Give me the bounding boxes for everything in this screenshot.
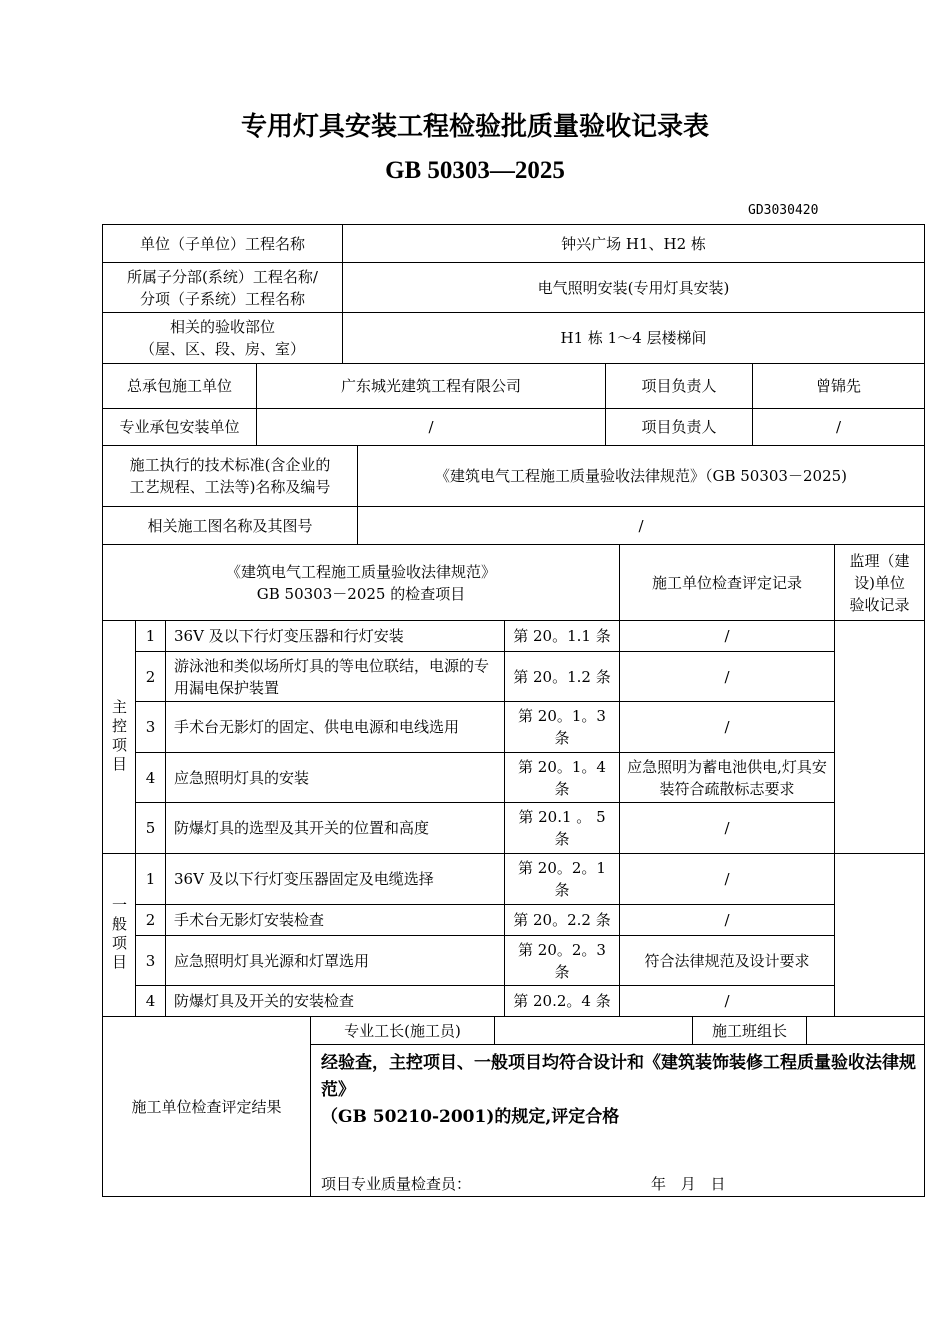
form-code: GD3030420 [748, 203, 819, 218]
supervisor-header-line1: 监理（建 [849, 551, 910, 570]
subcontractor-value: / [256, 408, 606, 446]
subdivision-label-line1: 所属子分部(系统）工程名称/ [127, 267, 318, 286]
sub-project-manager-label: 项目负责人 [605, 408, 753, 446]
contractor-record-header: 施工单位检查评定记录 [619, 544, 835, 621]
gc-project-manager-label: 项目负责人 [605, 363, 753, 409]
main-item-record: / [619, 651, 835, 702]
general-item-no: 4 [135, 985, 166, 1017]
conclusion-line1: 经验查，主控项目、一般项目均符合设计和《建筑装饰装修工程质量验收法律规范》 [321, 1053, 916, 1100]
gc-project-manager-value: 曾锦先 [752, 363, 925, 409]
date-label: 年 月 日 [651, 1175, 726, 1193]
main-control-group-label: 主控项目 [102, 620, 136, 854]
team-leader-label: 施工班组长 [692, 1016, 807, 1045]
general-item-clause: 第 20。2.2 条 [504, 904, 620, 936]
unit-name-label: 单位（子单位）工程名称 [102, 224, 343, 263]
inspection-part-value: H1 栋 1～4 层楼梯间 [342, 312, 925, 364]
main-item-no: 3 [135, 701, 166, 753]
main-item-no: 1 [135, 620, 166, 652]
conclusion-line2: （GB 50210-2001)的规定,评定合格 [321, 1107, 620, 1127]
technical-standard-value: 《建筑电气工程施工质量验收法律规范》（GB 50303－2025) [357, 445, 925, 507]
main-item-clause: 第 20.1 。 5 条 [504, 802, 620, 854]
inspection-items-header-line2: GB 50303－2025 的检查项目 [256, 584, 466, 603]
general-item-desc: 36V 及以下行灯变压器固定及电缆选择 [165, 853, 505, 905]
general-item-desc: 应急照明灯具光源和灯罩选用 [165, 935, 505, 986]
supervisor-header-line3: 验收记录 [849, 595, 910, 614]
main-item-clause: 第 20。1。3 条 [504, 701, 620, 753]
general-item-no: 2 [135, 904, 166, 936]
main-item-no: 2 [135, 651, 166, 702]
general-item-no: 1 [135, 853, 166, 905]
unit-name-value: 钟兴广场 H1、H2 栋 [342, 224, 925, 263]
supervisor-record-header [834, 544, 925, 621]
conclusion-text [321, 1050, 921, 1131]
supervisor-header-line2: 设)单位 [854, 573, 905, 592]
general-item-record: 符合法律规范及设计要求 [619, 935, 835, 986]
main-item-record: 应急照明为蓄电池供电,灯具安装符合疏散标志要求 [619, 752, 835, 803]
general-item-clause: 第 20。2。1 条 [504, 853, 620, 905]
general-item-record: / [619, 904, 835, 936]
foreman-value [494, 1016, 693, 1045]
main-item-clause: 第 20。1.2 条 [504, 651, 620, 702]
general-group-label: 一般项目 [102, 853, 136, 1017]
contractor-result-label: 施工单位检查评定结果 [102, 1016, 311, 1197]
foreman-label: 专业工长(施工员) [310, 1016, 495, 1045]
conclusion-box [310, 1044, 925, 1197]
main-item-desc: 手术台无影灯的固定、供电电源和电线选用 [165, 701, 505, 753]
quality-inspector-label: 项目专业质量检查员： [321, 1175, 472, 1193]
technical-standard-label-line2: 工艺规程、工法等)名称及编号 [129, 478, 331, 496]
general-item-clause: 第 20。2。3 条 [504, 935, 620, 986]
general-item-record: / [619, 985, 835, 1017]
sub-project-manager-value: / [752, 408, 925, 446]
main-item-clause: 第 20。1。4 条 [504, 752, 620, 803]
subdivision-value: 电气照明安装(专用灯具安装) [342, 262, 925, 313]
inspection-items-header [102, 544, 620, 621]
main-item-desc: 应急照明灯具的安装 [165, 752, 505, 803]
general-item-desc: 手术台无影灯安装检查 [165, 904, 505, 936]
inspection-part-label-line2: （屋、区、段、房、室） [139, 340, 305, 358]
main-item-record: / [619, 802, 835, 854]
general-item-no: 3 [135, 935, 166, 986]
general-item-clause: 第 20.2。4 条 [504, 985, 620, 1017]
technical-standard-label [102, 445, 358, 507]
drawing-value: / [357, 506, 925, 545]
main-item-desc: 36V 及以下行灯变压器和行灯安装 [165, 620, 505, 652]
main-item-no: 4 [135, 752, 166, 803]
main-item-desc: 防爆灯具的选型及其开关的位置和高度 [165, 802, 505, 854]
main-item-no: 5 [135, 802, 166, 854]
drawing-label: 相关施工图名称及其图号 [102, 506, 358, 545]
inspection-items-header-line1: 《建筑电气工程施工质量验收法律规范》 [225, 562, 496, 581]
subdivision-label-line2: 分项（子系统）工程名称 [139, 289, 305, 308]
general-contractor-label: 总承包施工单位 [102, 363, 257, 409]
standard-number: GB 50303—2025 [385, 157, 565, 184]
general-supervisor-record [834, 853, 925, 1017]
subcontractor-label: 专业承包安装单位 [102, 408, 257, 446]
technical-standard-label-line1: 施工执行的技术标准(含企业的 [129, 456, 331, 474]
main-item-desc: 游泳池和类似场所灯具的等电位联结，电源的专用漏电保护装置 [165, 651, 505, 702]
inspection-part-label [102, 312, 343, 364]
page-title: 专用灯具安装工程检验批质量验收记录表 [240, 112, 709, 142]
general-item-desc: 防爆灯具及开关的安装检查 [165, 985, 505, 1017]
general-item-record: / [619, 853, 835, 905]
team-leader-value [806, 1016, 925, 1045]
main-item-clause: 第 20。1.1 条 [504, 620, 620, 652]
main-supervisor-record [834, 620, 925, 854]
inspection-part-label-line1: 相关的验收部位 [169, 318, 275, 336]
main-item-record: / [619, 620, 835, 652]
subdivision-label [102, 262, 343, 313]
main-item-record: / [619, 701, 835, 753]
general-contractor-value: 广东城光建筑工程有限公司 [256, 363, 606, 409]
